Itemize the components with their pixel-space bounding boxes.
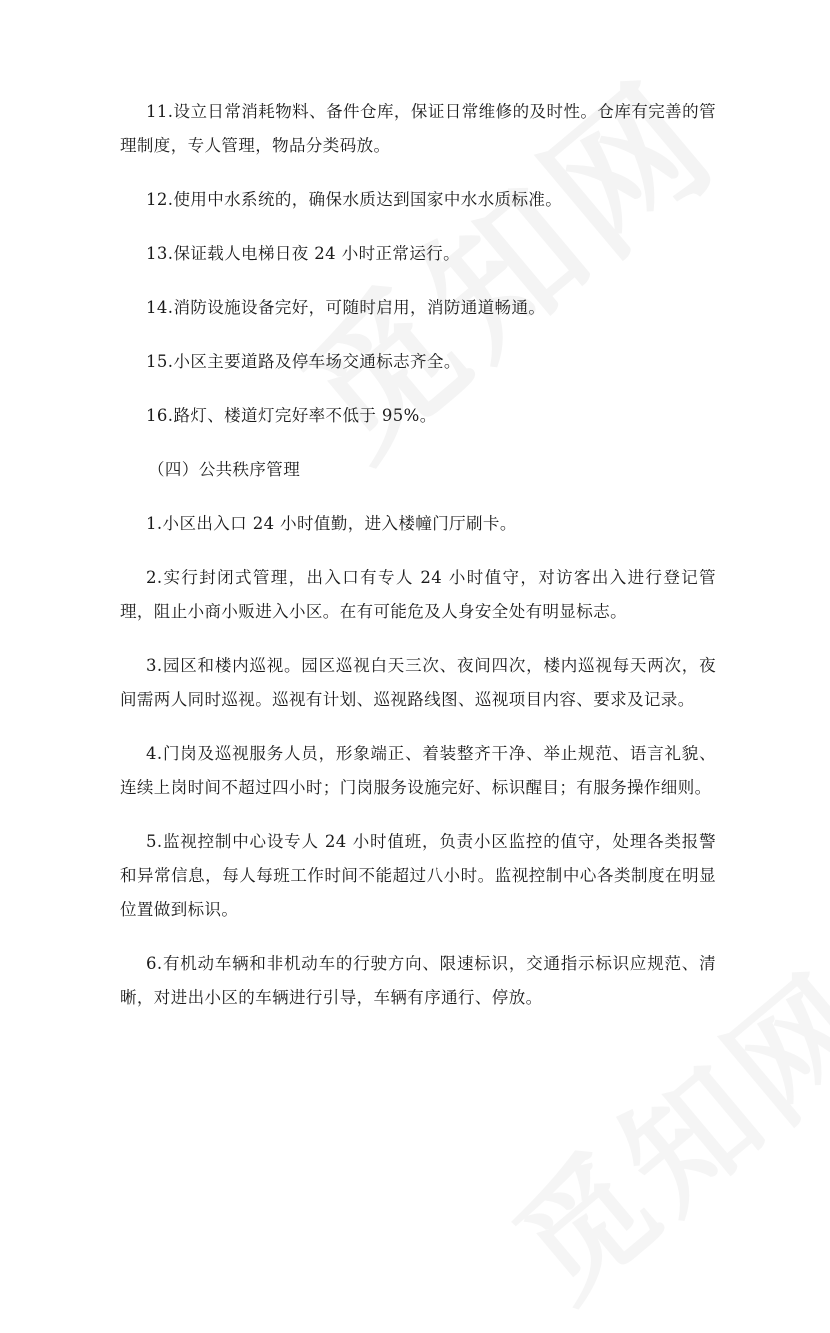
- paragraph-item-3: 3.园区和楼内巡视。园区巡视白天三次、夜间四次，楼内巡视每天两次，夜间需两人同时巡视。巡视有计划、巡视路线图、巡视项目内容、要求及记录。: [120, 656, 716, 709]
- paragraph-item-15: 15.小区主要道路及停车场交通标志齐全。: [146, 352, 461, 371]
- paragraph-item-2: 2.实行封闭式管理，出入口有专人 24 小时值守，对访客出入进行登记管理，阻止小商小贩进入小区。在有可能危及人身安全处有明显标志。: [120, 568, 716, 621]
- paragraph-item-13: 13.保证载人电梯日夜 24 小时正常运行。: [146, 244, 461, 263]
- paragraph-item-11: 11.设立日常消耗物料、备件仓库，保证日常维修的及时性。仓库有完善的管理制度，专人管理，物品分类码放。: [120, 102, 716, 155]
- paragraph-item-12: 12.使用中水系统的，确保水质达到国家中水水质标准。: [146, 190, 563, 209]
- paragraph-item-1: 1.小区出入口 24 小时值勤，进入楼幢门厅刷卡。: [146, 514, 517, 533]
- paragraph-item-5: 5.监视控制中心设专人 24 小时值班，负责小区监控的值守，处理各类报警和异常信息，每人每班工作时间不能超过八小时。监视控制中心各类制度在明显位置做到标识。: [120, 832, 716, 919]
- paragraph-item-6: 6.有机动车辆和非机动车的行驶方向、限速标识，交通指示标识应规范、清晰，对进出小区的车辆进行引导，车辆有序通行、停放。: [120, 954, 716, 1007]
- section-heading: （四）公共秩序管理: [148, 460, 301, 479]
- paragraph-item-4: 4.门岗及巡视服务人员，形象端正、着装整齐干净、举止规范、语言礼貌、连续上岗时间不超过四小时；门岗服务设施完好、标识醒目；有服务操作细则。: [120, 744, 716, 797]
- paragraph-item-16: 16.路灯、楼道灯完好率不低于 95%。: [146, 406, 437, 425]
- paragraph-item-14: 14.消防设施设备完好，可随时启用，消防通道畅通。: [146, 298, 546, 317]
- document-body: [120, 95, 716, 1035]
